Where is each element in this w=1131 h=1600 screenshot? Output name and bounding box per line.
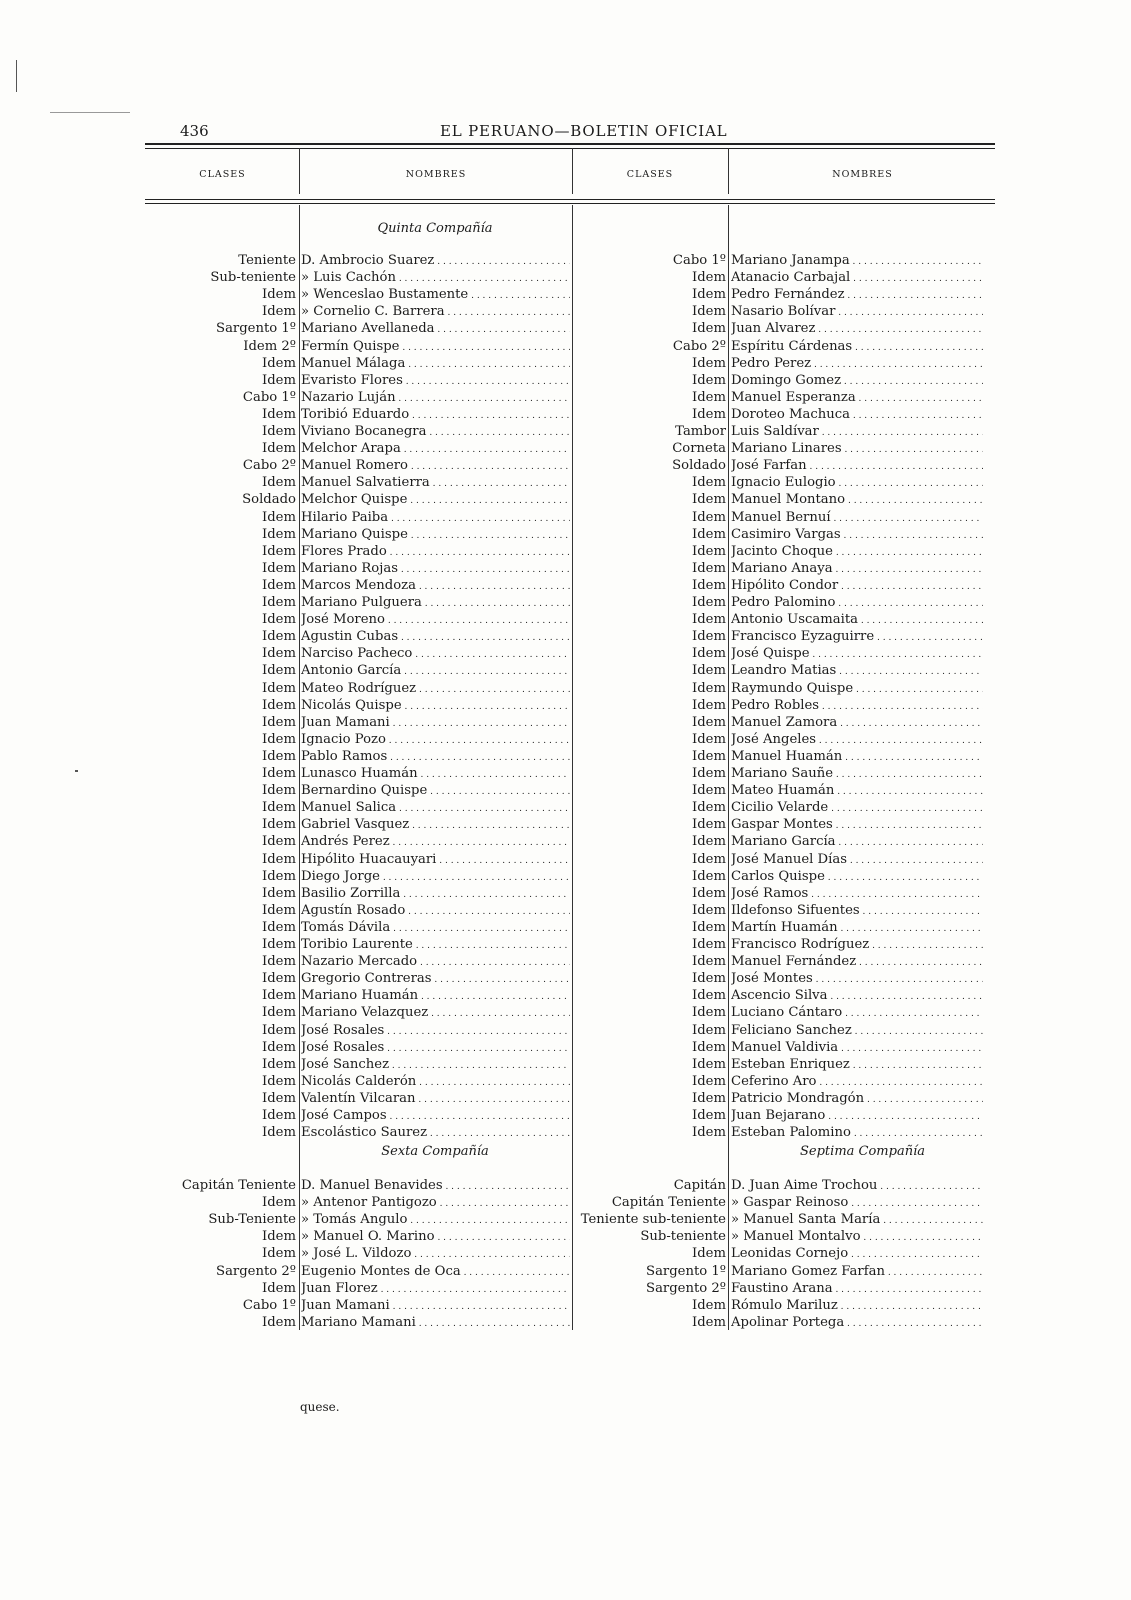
scan-dot	[75, 770, 78, 772]
row-clase: Idem	[262, 748, 296, 764]
row-nombre: Mariano Mamani . . .	[301, 1314, 570, 1333]
row-nombre: Antonio García . . .	[301, 662, 570, 681]
row-nombre: Manuel Salvatierra . . .	[301, 474, 570, 493]
column-header-clases-right: CLASES	[626, 169, 674, 180]
row-clase: Idem	[262, 1005, 296, 1021]
row-nombre: Mariano Gomez Farfan . . .	[731, 1263, 983, 1282]
scan-mark-2	[50, 112, 130, 113]
row-nombre: Toribió Eduardo . . .	[301, 406, 570, 425]
row-nombre: Hipólito Condor . . .	[731, 577, 983, 596]
row-clase: Soldado	[672, 458, 726, 474]
row-clase: Capitán	[673, 1178, 726, 1193]
row-nombre: Eugenio Montes de Oca . . .	[301, 1263, 570, 1282]
row-clase: Idem	[262, 475, 296, 491]
row-nombre: » Luis Cachón . . .	[301, 269, 570, 288]
row-clase: Idem	[262, 1073, 296, 1089]
row-clase: Idem	[262, 441, 296, 457]
row-clase: Idem	[692, 988, 726, 1004]
row-clase: Idem	[262, 629, 296, 645]
row-nombre: » Manuel Santa María . . .	[731, 1211, 983, 1230]
column-divider-3	[728, 205, 729, 1330]
row-clase: Idem	[262, 560, 296, 576]
row-nombre: Luciano Cántaro . . .	[731, 1004, 983, 1023]
section-title-quinta: Quinta Compañía	[377, 221, 493, 236]
row-nombre: José Sanchez . . .	[301, 1056, 570, 1075]
row-clase: Idem	[262, 988, 296, 1004]
row-nombre: Ildefonso Sifuentes . . .	[731, 902, 983, 921]
row-clase: Idem	[262, 680, 296, 696]
row-clase: Corneta	[672, 441, 726, 457]
row-clase: Idem	[262, 902, 296, 918]
row-clase: Idem	[262, 372, 296, 388]
row-nombre: Andrés Perez . . .	[301, 833, 570, 852]
header-bottom-rule-2	[145, 203, 995, 204]
row-nombre: Viviano Bocanegra . . .	[301, 423, 570, 442]
row-clase: Idem	[262, 783, 296, 799]
row-clase: Sub-teniente	[210, 270, 296, 286]
row-clase: Idem	[262, 509, 296, 525]
row-nombre: Pedro Robles . . .	[731, 697, 983, 716]
header-divider-1	[299, 148, 300, 194]
column-header-nombres-right: NOMBRES	[832, 169, 893, 180]
row-nombre: Melchor Arapa . . .	[301, 440, 570, 459]
row-clase: Idem	[692, 1005, 726, 1021]
row-nombre: Escolástico Saurez . . .	[301, 1124, 570, 1143]
row-nombre: José Rosales . . .	[301, 1039, 570, 1058]
row-clase: Tambor	[675, 424, 726, 439]
top-rule-thin	[145, 148, 995, 149]
row-nombre: Lunasco Huamán . . .	[301, 765, 570, 784]
row-nombre: José Quispe . . .	[731, 645, 983, 664]
row-clase: Idem	[262, 868, 296, 884]
row-nombre: Faustino Arana . . .	[731, 1280, 983, 1299]
row-clase: Idem	[692, 355, 726, 371]
row-clase: Idem	[692, 971, 726, 987]
column-divider-2	[572, 205, 573, 1330]
row-nombre: Nazario Luján . . .	[301, 389, 570, 408]
row-nombre: Juan Florez . . .	[301, 1280, 570, 1299]
top-rule	[145, 143, 995, 145]
row-clase: Idem	[262, 851, 296, 867]
row-clase: Idem	[262, 1039, 296, 1055]
row-nombre: Hilario Paiba . . .	[301, 509, 570, 528]
row-clase: Idem	[692, 680, 726, 696]
row-nombre: Feliciano Sanchez . . .	[731, 1022, 983, 1041]
row-nombre: José Montes . . .	[731, 970, 983, 989]
row-clase: Idem	[692, 1073, 726, 1089]
row-nombre: Manuel Esperanza . . .	[731, 389, 983, 408]
row-nombre: Evaristo Flores . . .	[301, 372, 570, 391]
row-nombre: José Manuel Días . . .	[731, 851, 983, 870]
row-nombre: D. Manuel Benavides . . .	[301, 1177, 570, 1196]
row-clase: Idem	[262, 304, 296, 320]
header-divider-2	[572, 148, 573, 194]
row-clase: Soldado	[242, 492, 296, 508]
row-clase: Idem	[262, 885, 296, 901]
page-number: 436	[180, 122, 209, 140]
row-nombre: Manuel Fernández . . .	[731, 953, 983, 972]
row-nombre: Mateo Huamán . . .	[731, 782, 983, 801]
row-nombre: Juan Alvarez . . .	[731, 320, 983, 339]
row-nombre: Mariano Quispe . . .	[301, 526, 570, 545]
header-bottom-rule	[145, 199, 995, 200]
row-clase: Idem	[262, 287, 296, 303]
row-nombre: Pedro Fernández . . .	[731, 286, 983, 305]
row-clase: Idem	[692, 1056, 726, 1072]
row-clase: Idem	[262, 612, 296, 628]
row-nombre: Jacinto Choque . . .	[731, 543, 983, 562]
row-nombre: Mariano Sauñe . . .	[731, 765, 983, 784]
row-clase: Cabo 1º	[242, 1297, 296, 1313]
row-nombre: Mariano Rojas . . .	[301, 560, 570, 579]
row-clase: Cabo 2º	[242, 458, 296, 474]
row-clase: Teniente	[238, 253, 296, 268]
row-clase: Idem	[692, 1297, 726, 1313]
row-nombre: Pedro Perez . . .	[731, 355, 983, 374]
row-clase: Teniente sub-teniente	[580, 1212, 726, 1228]
row-clase: Idem	[692, 560, 726, 576]
row-nombre: Melchor Quispe . . .	[301, 491, 570, 510]
row-clase: Idem	[262, 406, 296, 422]
row-nombre: Luis Saldívar . . .	[731, 423, 983, 442]
row-clase: Idem	[692, 526, 726, 542]
row-clase: Idem	[692, 577, 726, 593]
row-nombre: Ceferino Aro . . .	[731, 1073, 983, 1092]
row-nombre: » Manuel Montalvo . . .	[731, 1228, 983, 1247]
row-clase: Cabo 1º	[672, 253, 726, 268]
row-nombre: Nazario Mercado . . .	[301, 953, 570, 972]
row-clase: Idem	[692, 1246, 726, 1262]
row-clase: Idem	[262, 800, 296, 816]
column-header-nombres-left: NOMBRES	[405, 169, 467, 180]
row-clase: Sargento 1º	[216, 321, 296, 337]
row-nombre: Marcos Mendoza . . .	[301, 577, 570, 596]
row-nombre: Gregorio Contreras . . .	[301, 970, 570, 989]
row-clase: Idem	[262, 526, 296, 542]
row-clase: Sargento 2º	[646, 1280, 726, 1296]
row-nombre: Agustín Rosado . . .	[301, 902, 570, 921]
row-nombre: Ignacio Pozo . . .	[301, 731, 570, 750]
row-nombre: Mariano Velazquez . . .	[301, 1004, 570, 1023]
row-nombre: Manuel Valdivia . . .	[731, 1039, 983, 1058]
row-nombre: Esteban Enriquez . . .	[731, 1056, 983, 1075]
row-clase: Idem	[692, 902, 726, 918]
row-clase: Idem	[262, 1229, 296, 1245]
row-clase: Sub-teniente	[640, 1229, 726, 1245]
row-nombre: Leonidas Cornejo . . .	[731, 1245, 983, 1264]
row-nombre: » José L. Vildozo . . .	[301, 1245, 570, 1264]
row-clase: Idem	[692, 270, 726, 286]
row-clase: Capitán Teniente	[181, 1178, 296, 1193]
row-nombre: Juan Bejarano . . .	[731, 1107, 983, 1126]
row-nombre: Martín Huamán . . .	[731, 919, 983, 938]
row-clase: Idem	[262, 595, 296, 610]
row-clase: Idem	[692, 492, 726, 508]
row-nombre: Apolinar Portega . . .	[731, 1314, 983, 1333]
row-clase: Idem	[692, 509, 726, 525]
row-clase: Idem 2º	[243, 338, 296, 354]
row-nombre: Doroteo Machuca . . .	[731, 406, 983, 425]
row-clase: Idem	[692, 372, 726, 388]
row-clase: Idem	[262, 971, 296, 987]
row-nombre: Patricio Mondragón . . .	[731, 1090, 983, 1109]
row-clase: Idem	[692, 748, 726, 764]
row-nombre: Pablo Ramos . . .	[301, 748, 570, 767]
row-nombre: » Tomás Angulo . . .	[301, 1211, 570, 1230]
row-nombre: Antonio Uscamaita . . .	[731, 611, 983, 630]
row-clase: Idem	[262, 355, 296, 371]
row-clase: Idem	[692, 1090, 726, 1106]
row-clase: Idem	[262, 937, 296, 952]
row-clase: Idem	[692, 919, 726, 935]
row-nombre: Cicilio Velarde . . .	[731, 799, 983, 818]
row-clase: Idem	[262, 731, 296, 747]
row-clase: Idem	[692, 885, 726, 901]
row-clase: Idem	[692, 1314, 726, 1330]
row-nombre: » Wenceslao Bustamente . . .	[301, 286, 570, 305]
row-clase: Idem	[692, 868, 726, 884]
column-header-clases-left: CLASES	[199, 169, 246, 180]
row-nombre: José Rosales . . .	[301, 1022, 570, 1041]
row-clase: Idem	[692, 646, 726, 662]
row-clase: Idem	[692, 851, 726, 867]
header-divider-3	[728, 148, 729, 194]
row-nombre: Gaspar Montes . . .	[731, 816, 983, 835]
row-clase: Idem	[262, 1125, 296, 1141]
row-nombre: Manuel Huamán . . .	[731, 748, 983, 767]
row-clase: Idem	[692, 543, 726, 559]
row-nombre: Flores Prado . . .	[301, 543, 570, 562]
row-clase: Idem	[262, 543, 296, 559]
row-nombre: Bernardino Quispe . . .	[301, 782, 570, 801]
row-nombre: Rómulo Mariluz . . .	[731, 1297, 983, 1316]
row-clase: Idem	[262, 817, 296, 833]
row-nombre: Mariano Huamán . . .	[301, 987, 570, 1006]
row-nombre: Mariano García . . .	[731, 833, 983, 852]
row-nombre: Manuel Zamora . . .	[731, 714, 983, 733]
row-nombre: Pedro Palomino . . .	[731, 594, 983, 613]
row-clase: Idem	[262, 954, 296, 970]
column-divider-1	[299, 205, 300, 1330]
row-clase: Idem	[262, 646, 296, 662]
row-nombre: Juan Mamani . . .	[301, 714, 570, 733]
section-title-septima: Septima Compañía	[800, 1144, 925, 1159]
scan-mark	[16, 60, 17, 92]
row-clase: Idem	[692, 937, 726, 952]
row-nombre: Juan Mamani . . .	[301, 1297, 570, 1316]
row-nombre: José Angeles . . .	[731, 731, 983, 750]
row-nombre: Raymundo Quispe . . .	[731, 680, 983, 699]
row-nombre: Nicolás Quispe . . .	[301, 697, 570, 716]
row-nombre: Diego Jorge . . .	[301, 868, 570, 887]
row-nombre: Mariano Avellaneda . . .	[301, 320, 570, 339]
row-nombre: » Antenor Pantigozo . . .	[301, 1194, 570, 1213]
row-nombre: Domingo Gomez . . .	[731, 372, 983, 391]
row-nombre: Leandro Matias . . .	[731, 662, 983, 681]
row-clase: Idem	[692, 406, 726, 422]
row-nombre: Gabriel Vasquez . . .	[301, 816, 570, 835]
row-clase: Idem	[692, 321, 726, 337]
row-nombre: Nicolás Calderón . . .	[301, 1073, 570, 1092]
row-nombre: Toribio Laurente . . .	[301, 936, 570, 955]
row-nombre: D. Juan Aime Trochou . . .	[731, 1177, 983, 1196]
row-nombre: Manuel Salica . . .	[301, 799, 570, 818]
row-nombre: Francisco Rodríguez . . .	[731, 936, 983, 955]
row-clase: Idem	[262, 1280, 296, 1296]
row-nombre: Manuel Montano . . .	[731, 491, 983, 510]
row-nombre: Mateo Rodríguez . . .	[301, 680, 570, 699]
row-nombre: José Campos . . .	[301, 1107, 570, 1126]
row-clase: Idem	[262, 577, 296, 593]
row-clase: Idem	[692, 1108, 726, 1123]
row-clase: Idem	[262, 1090, 296, 1106]
row-clase: Cabo 2º	[672, 338, 726, 354]
row-nombre: Manuel Bernuí . . .	[731, 509, 983, 528]
row-nombre: Hipólito Huacauyari . . .	[301, 851, 570, 870]
row-clase: Idem	[692, 663, 726, 679]
row-clase: Idem	[692, 1039, 726, 1055]
row-nombre: Manuel Málaga . . .	[301, 355, 570, 374]
row-clase: Cabo 1º	[242, 389, 296, 405]
row-clase: Idem	[692, 612, 726, 628]
row-clase: Idem	[692, 595, 726, 610]
footer-fragment: quese.	[300, 1400, 340, 1414]
row-nombre: Ascencio Silva . . .	[731, 987, 983, 1006]
row-clase: Sargento 1º	[646, 1263, 726, 1279]
row-clase: Idem	[692, 817, 726, 833]
row-clase: Idem	[692, 697, 726, 713]
row-nombre: José Ramos . . .	[731, 885, 983, 904]
section-title-sexta: Sexta Compañía	[381, 1144, 489, 1159]
row-nombre: » Gaspar Reinoso . . .	[731, 1194, 983, 1213]
row-nombre: Esteban Palomino . . .	[731, 1124, 983, 1143]
row-clase: Idem	[692, 304, 726, 320]
row-clase: Sargento 2º	[216, 1263, 296, 1279]
row-clase: Idem	[262, 1056, 296, 1072]
row-clase: Idem	[262, 1022, 296, 1038]
row-clase: Idem	[692, 834, 726, 850]
row-clase: Idem	[692, 1125, 726, 1141]
row-nombre: Mariano Linares . . .	[731, 440, 983, 459]
row-clase: Idem	[262, 1314, 296, 1330]
row-clase: Idem	[262, 1195, 296, 1211]
row-clase: Idem	[692, 766, 726, 781]
row-clase: Capitán Teniente	[611, 1195, 726, 1211]
row-nombre: Carlos Quispe . . .	[731, 868, 983, 887]
row-nombre: Francisco Eyzaguirre . . .	[731, 628, 983, 647]
row-nombre: Mariano Pulguera . . .	[301, 594, 570, 613]
row-nombre: Basilio Zorrilla . . .	[301, 885, 570, 904]
row-nombre: José Farfan . . .	[731, 457, 983, 476]
row-clase: Idem	[262, 714, 296, 730]
row-nombre: » Cornelio C. Barrera . . .	[301, 303, 570, 322]
row-clase: Idem	[692, 714, 726, 730]
row-nombre: Narciso Pacheco . . .	[301, 645, 570, 664]
row-nombre: Valentín Vilcaran . . .	[301, 1090, 570, 1109]
row-nombre: Espíritu Cárdenas . . .	[731, 338, 983, 357]
row-nombre: D. Ambrocio Suarez . . .	[301, 252, 570, 271]
row-clase: Idem	[692, 629, 726, 645]
row-clase: Idem	[692, 783, 726, 799]
row-clase: Idem	[692, 954, 726, 970]
row-clase: Idem	[262, 834, 296, 850]
row-nombre: Manuel Romero . . .	[301, 457, 570, 476]
row-clase: Idem	[262, 1246, 296, 1262]
row-clase: Idem	[692, 1022, 726, 1038]
row-clase: Idem	[262, 697, 296, 713]
row-nombre: Nasario Bolívar . . .	[731, 303, 983, 322]
row-clase: Idem	[692, 800, 726, 816]
row-clase: Idem	[262, 424, 296, 439]
row-clase: Idem	[692, 389, 726, 405]
row-nombre: Casimiro Vargas . . .	[731, 526, 983, 545]
row-clase: Idem	[262, 766, 296, 781]
row-nombre: Mariano Janampa . . .	[731, 252, 983, 271]
row-clase: Idem	[262, 1108, 296, 1123]
row-nombre: Agustin Cubas . . .	[301, 628, 570, 647]
row-nombre: Mariano Anaya . . .	[731, 560, 983, 579]
row-nombre: Ignacio Eulogio . . .	[731, 474, 983, 493]
row-clase: Idem	[692, 475, 726, 491]
row-clase: Idem	[262, 919, 296, 935]
row-nombre: Atanacio Carbajal . . .	[731, 269, 983, 288]
row-clase: Idem	[692, 287, 726, 303]
row-nombre: Fermín Quispe . . .	[301, 338, 570, 357]
page-title: EL PERUANO—BOLETIN OFICIAL	[440, 122, 728, 140]
row-clase: Sub-Teniente	[208, 1212, 296, 1228]
row-clase: Idem	[262, 663, 296, 679]
row-nombre: José Moreno . . .	[301, 611, 570, 630]
row-nombre: Tomás Dávila . . .	[301, 919, 570, 938]
row-nombre: » Manuel O. Marino . . .	[301, 1228, 570, 1247]
row-clase: Idem	[692, 731, 726, 747]
